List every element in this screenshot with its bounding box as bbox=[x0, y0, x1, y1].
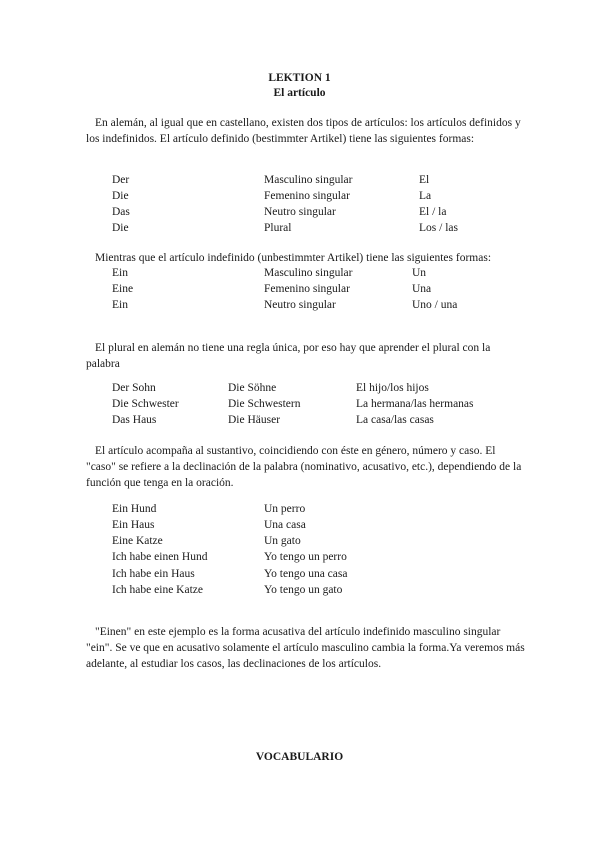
table-row bbox=[0, 220, 599, 236]
indefinite-intro-paragraph: Mientras que el artículo indefinido (unbestimmter Artikel) tiene las siguientes formas: bbox=[95, 252, 492, 264]
german-article: Die bbox=[112, 190, 129, 202]
spanish-example: Yo tengo un gato bbox=[264, 584, 343, 596]
spanish-example: Yo tengo un perro bbox=[264, 551, 347, 563]
german-article: Das bbox=[112, 206, 130, 218]
table-row bbox=[0, 396, 599, 412]
table-row bbox=[0, 297, 599, 313]
german-singular: Der Sohn bbox=[112, 382, 156, 394]
table-row bbox=[0, 549, 599, 565]
table-row bbox=[0, 204, 599, 220]
gender-number: Neutro singular bbox=[264, 206, 336, 218]
table-row bbox=[0, 533, 599, 549]
table-row bbox=[0, 501, 599, 517]
gender-number: Plural bbox=[264, 222, 292, 234]
spanish-article: Un bbox=[412, 267, 427, 279]
german-example: Ich habe ein Haus bbox=[112, 568, 195, 580]
intro-paragraph: En alemán, al igual que en castellano, existen dos tipos de artículos: los artículos definidos y los indefinidos. El artículo definido (bestimmter Artikel) tiene las siguientes formas: bbox=[86, 117, 521, 145]
table-row bbox=[0, 380, 599, 396]
german-plural: Die Söhne bbox=[228, 382, 277, 394]
german-article: Der bbox=[112, 174, 130, 186]
lesson-title: LEKTION 1 bbox=[268, 72, 331, 84]
spanish-example: Un gato bbox=[264, 535, 301, 547]
german-article: Eine bbox=[112, 283, 134, 295]
german-singular: Die Schwester bbox=[112, 398, 179, 410]
table-row bbox=[0, 412, 599, 428]
spanish-article: La bbox=[419, 190, 432, 202]
german-article: Ein bbox=[112, 299, 128, 311]
gender-number: Neutro singular bbox=[264, 299, 336, 311]
table-row bbox=[0, 265, 599, 281]
german-example: Eine Katze bbox=[112, 535, 163, 547]
german-plural: Die Häuser bbox=[228, 414, 281, 426]
table-row bbox=[0, 188, 599, 204]
german-example: Ein Haus bbox=[112, 519, 155, 531]
german-singular: Das Haus bbox=[112, 414, 157, 426]
table-row bbox=[0, 172, 599, 188]
german-example: Ein Hund bbox=[112, 503, 157, 515]
table-row bbox=[0, 517, 599, 533]
case-intro-paragraph: El artículo acompaña al sustantivo, coincidiendo con éste en género, número y caso. El "caso" se refiere a la declinación de la palabra (nominativo, acusativo, etc.), dependiendo de la función que tenga en la oración. bbox=[86, 445, 522, 489]
spanish-article: El bbox=[419, 174, 430, 186]
table-row bbox=[0, 566, 599, 582]
spanish-example: Un perro bbox=[264, 503, 306, 515]
spanish-translation: La casa/las casas bbox=[356, 414, 434, 426]
german-article: Die bbox=[112, 222, 129, 234]
gender-number: Femenino singular bbox=[264, 190, 350, 202]
spanish-translation: El hijo/los hijos bbox=[356, 382, 429, 394]
spanish-article: Los / las bbox=[419, 222, 458, 234]
gender-number: Femenino singular bbox=[264, 283, 350, 295]
spanish-article: El / la bbox=[419, 206, 447, 218]
lesson-topic: El artículo bbox=[273, 87, 326, 99]
gender-number: Masculino singular bbox=[264, 174, 353, 186]
german-example: Ich habe eine Katze bbox=[112, 584, 203, 596]
german-example: Ich habe einen Hund bbox=[112, 551, 208, 563]
german-article: Ein bbox=[112, 267, 128, 279]
german-plural: Die Schwestern bbox=[228, 398, 301, 410]
spanish-example: Una casa bbox=[264, 519, 306, 531]
spanish-translation: La hermana/las hermanas bbox=[356, 398, 474, 410]
vocabulary-heading: VOCABULARIO bbox=[255, 751, 344, 763]
spanish-article: Una bbox=[412, 283, 432, 295]
einen-note-paragraph: "Einen" en este ejemplo es la forma acusativa del artículo indefinido masculino singular "ein". Se ve que en acusativo solamente el artículo masculino cambia la forma.Ya veremos más adelante, al estudiar los casos, las declinaciones de los artículos. bbox=[86, 626, 525, 670]
table-row bbox=[0, 281, 599, 297]
gender-number: Masculino singular bbox=[264, 267, 353, 279]
spanish-article: Uno / una bbox=[412, 299, 458, 311]
table-row bbox=[0, 582, 599, 598]
spanish-example: Yo tengo una casa bbox=[264, 568, 348, 580]
plural-intro-paragraph: El plural en alemán no tiene una regla única, por eso hay que aprender el plural con la palabra bbox=[86, 342, 491, 370]
